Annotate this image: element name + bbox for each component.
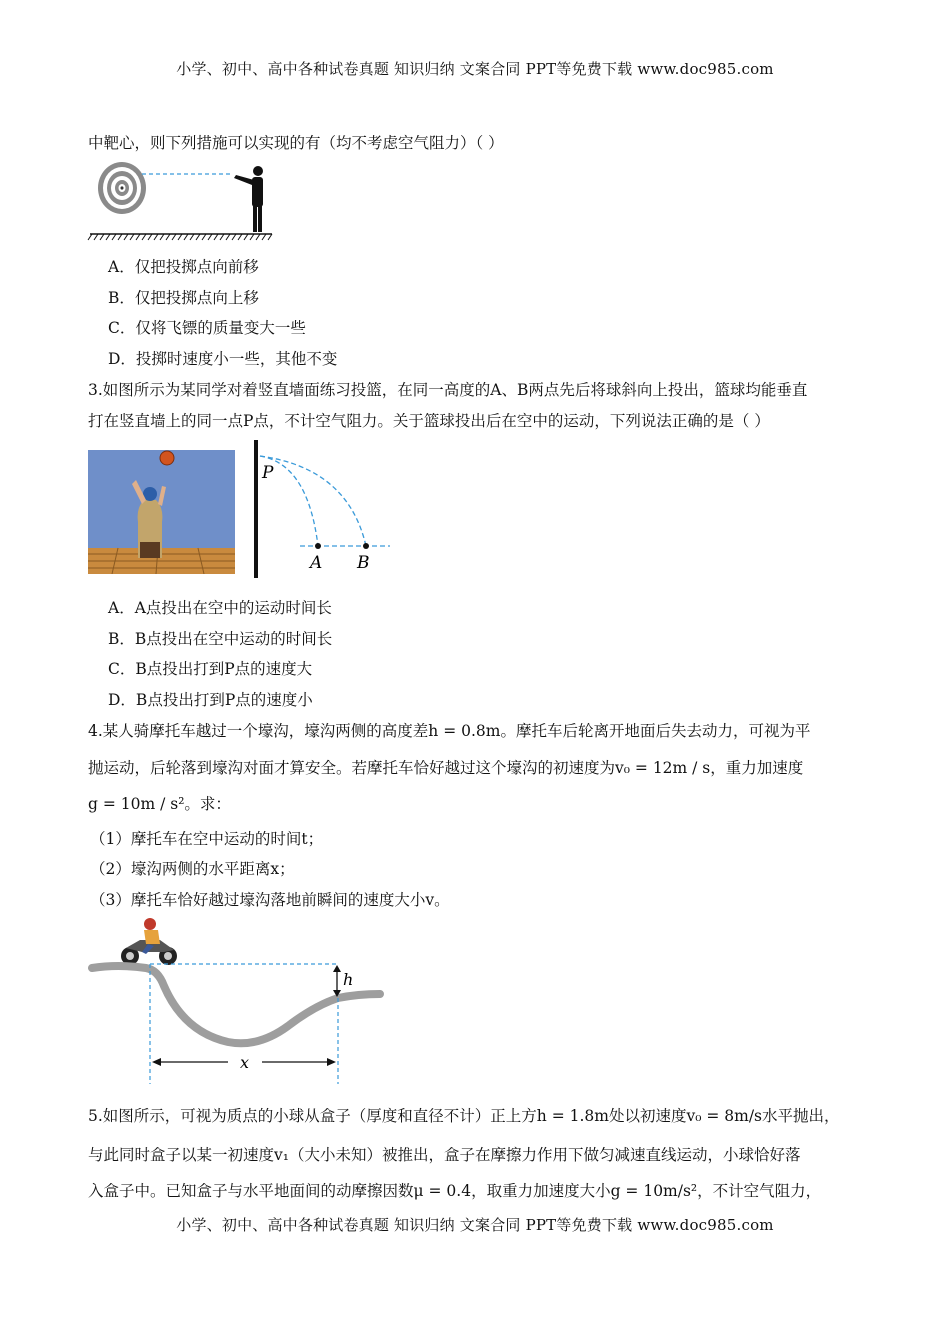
- q4-item-3: （3）摩托车恰好越过壕沟落地前瞬间的速度大小v。: [90, 891, 450, 909]
- page-header: 小学、初中、高中各种试卷真题 知识归纳 文案合同 PPT等免费下载 www.doc985.com: [176, 60, 774, 78]
- basketball-icon: [160, 451, 174, 465]
- dart-target-figure: [86, 158, 278, 242]
- q2-stem-tail: 中靶心，则下列措施可以实现的有（均不考虑空气阻力）（ ）: [88, 134, 504, 152]
- motorcycle-icon: [121, 918, 177, 965]
- q4-item-2: （2）壕沟两侧的水平距离x；: [90, 860, 295, 878]
- x-label: x: [240, 1053, 250, 1072]
- target-icon: [98, 162, 146, 214]
- q3-stem-line2: 打在竖直墙上的同一点P点，不计空气阻力。关于篮球投出后在空中的运动，下列说法正确的是（ ）: [88, 412, 770, 430]
- basketball-photo: [88, 450, 235, 574]
- q2-option-a: A．仅把投掷点向前移: [108, 258, 259, 276]
- q3-option-c: C．B点投出打到P点的速度大: [108, 660, 313, 678]
- page-footer: 小学、初中、高中各种试卷真题 知识归纳 文案合同 PPT等免费下载 www.doc985.com: [176, 1216, 774, 1234]
- h-label: h: [343, 970, 354, 989]
- q5-stem-line1: 5.如图所示，可视为质点的小球从盒子（厚度和直径不计）正上方h = 1.8m处以初速度v₀ = 8m/s水平抛出，: [88, 1107, 840, 1125]
- q3-option-d: D．B点投出打到P点的速度小: [108, 691, 313, 709]
- q2-option-c: C．仅将飞镖的质量变大一些: [108, 319, 306, 337]
- motorcycle-ditch-figure: [88, 914, 388, 1088]
- q3-option-b: B．B点投出在空中运动的时间长: [108, 630, 333, 648]
- point-p-label: P: [262, 463, 274, 483]
- q4-stem-line1: 4.某人骑摩托车越过一个壕沟，壕沟两侧的高度差h = 0.8m。摩托车后轮离开地面后失去动力，可视为平: [88, 722, 811, 740]
- wall-trajectory-figure: [248, 440, 398, 580]
- q5-stem-line3: 入盒子中。已知盒子与水平地面间的动摩擦因数μ = 0.4，取重力加速度大小g = 10m/s²，不计空气阻力，: [88, 1182, 822, 1200]
- q3-option-a: A．A点投出在空中的运动时间长: [108, 599, 332, 617]
- q4-stem-line2: 抛运动，后轮落到壕沟对面才算安全。若摩托车恰好越过这个壕沟的初速度为v₀ = 12m / s，重力加速度: [88, 759, 804, 777]
- q2-option-b: B．仅把投掷点向上移: [108, 289, 259, 307]
- q4-stem-line3: g = 10m / s²。求：: [88, 795, 231, 813]
- thrower-icon: [234, 166, 263, 232]
- q5-stem-line2: 与此同时盒子以某一初速度v₁（大小未知）被推出，盒子在摩擦力作用下做匀减速直线运动，小球恰好落: [88, 1146, 801, 1164]
- q4-item-1: （1）摩托车在空中运动的时间t；: [90, 830, 324, 848]
- q3-stem-line1: 3.如图所示为某同学对着竖直墙面练习投篮，在同一高度的A、B两点先后将球斜向上投出，篮球均能垂直: [88, 381, 808, 399]
- q2-option-d: D．投掷时速度小一些，其他不变: [108, 350, 338, 368]
- point-a-label: A: [310, 553, 323, 573]
- point-b-label: B: [357, 553, 370, 573]
